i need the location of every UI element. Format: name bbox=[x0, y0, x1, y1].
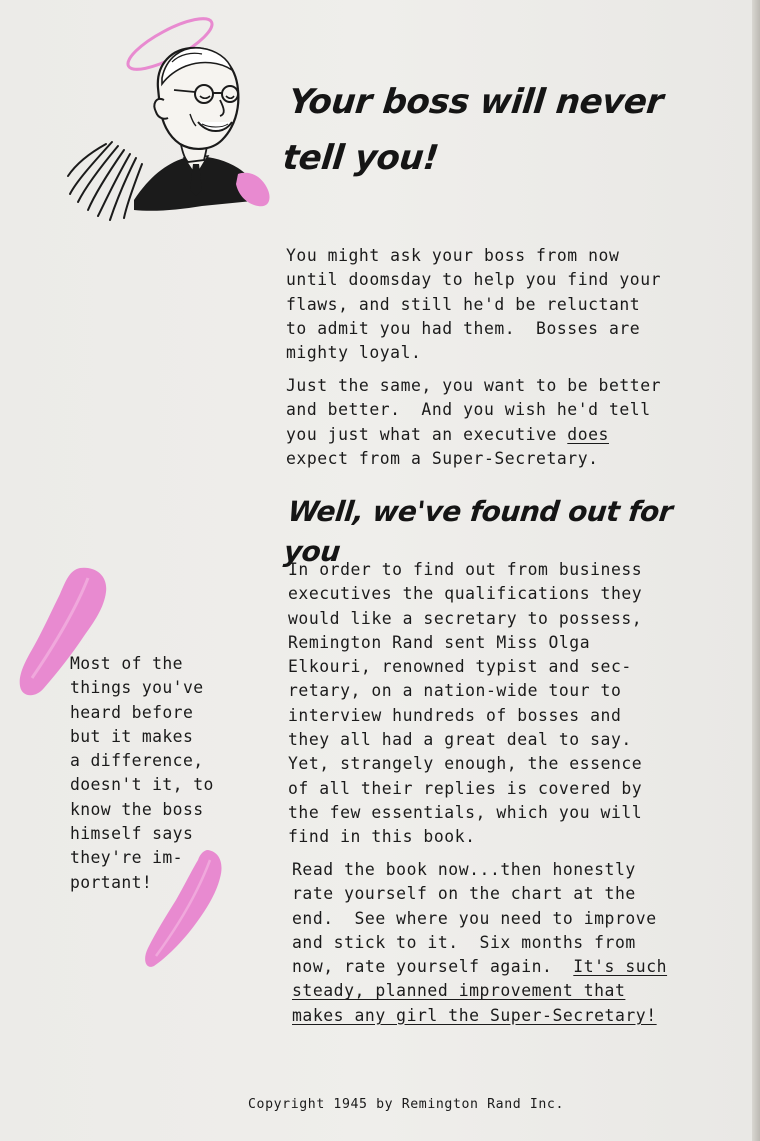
text-line: of all their replies is covered by bbox=[288, 778, 643, 798]
text-line: Elkouri, renowned typist and sec- bbox=[288, 657, 632, 677]
text-line: you just what an executive bbox=[286, 424, 568, 444]
sidebar-note bbox=[70, 652, 214, 895]
copyright-notice: Copyright 1945 by Remington Rand Inc. bbox=[248, 1097, 564, 1112]
angelic-boss-illustration bbox=[62, 4, 286, 226]
text-line: end. See where you need to improve bbox=[292, 908, 657, 928]
text-line: rate yourself on the chart at the bbox=[292, 884, 636, 904]
text-line: a difference, bbox=[70, 751, 204, 771]
text-line: Just the same, you want to be better bbox=[286, 376, 662, 395]
second-paragraph bbox=[286, 374, 661, 471]
underlined-text: makes any girl the Super-Secretary! bbox=[292, 1005, 657, 1025]
third-paragraph bbox=[288, 558, 642, 850]
text-line: to admit you had them. Bosses are bbox=[286, 318, 641, 338]
title-line-1: Your boss will never bbox=[286, 82, 665, 122]
text-line: Read the book now...then honestly bbox=[292, 860, 636, 879]
text-line: Yet, strangely enough, the essence bbox=[288, 754, 643, 774]
section-heading: Well, we've found out for you bbox=[282, 495, 675, 568]
text-line: retary, on a nation-wide tour to bbox=[288, 681, 622, 701]
text-line: they all had a great deal to say. bbox=[288, 730, 632, 750]
text-line: know the boss bbox=[70, 799, 204, 819]
text-line: himself says bbox=[70, 824, 194, 844]
text-line: Most of the bbox=[70, 654, 183, 673]
text-line: but it makes bbox=[70, 726, 194, 746]
book-spine-edge bbox=[752, 0, 760, 1141]
text-line: things you've bbox=[70, 678, 204, 698]
text-line: flaws, and still he'd be reluctant bbox=[286, 294, 641, 314]
text-line: heard before bbox=[70, 702, 194, 722]
text-line: executives the qualifications they bbox=[288, 584, 643, 604]
text-line: You might ask your boss from now bbox=[286, 246, 620, 265]
text-line: expect from a Super-Secretary. bbox=[286, 448, 599, 468]
text-line: until doomsday to help you find your bbox=[286, 270, 662, 290]
underlined-word: does bbox=[567, 424, 609, 444]
text-line: and better. And you wish he'd tell bbox=[286, 400, 651, 420]
text-line: now, rate yourself again. bbox=[292, 957, 574, 977]
fourth-paragraph bbox=[292, 858, 667, 1028]
text-line: doesn't it, to bbox=[70, 775, 214, 795]
intro-paragraph bbox=[286, 244, 661, 365]
text-line: they're im- bbox=[70, 848, 183, 868]
text-line: find in this book. bbox=[288, 827, 476, 847]
text-line: Remington Rand sent Miss Olga bbox=[288, 632, 591, 652]
text-line: mighty loyal. bbox=[286, 343, 422, 363]
underlined-text: steady, planned improvement that bbox=[292, 981, 626, 1001]
text-line: and stick to it. Six months from bbox=[292, 932, 636, 952]
text-line: In order to find out from business bbox=[288, 560, 643, 579]
page-title bbox=[280, 74, 712, 186]
text-line: portant! bbox=[70, 872, 153, 892]
title-line-2: tell you! bbox=[280, 138, 441, 178]
text-line: interview hundreds of bosses and bbox=[288, 705, 622, 725]
underlined-text: It's such bbox=[573, 957, 668, 977]
text-line: the few essentials, which you will bbox=[288, 802, 643, 822]
text-line: would like a secretary to possess, bbox=[288, 608, 643, 628]
